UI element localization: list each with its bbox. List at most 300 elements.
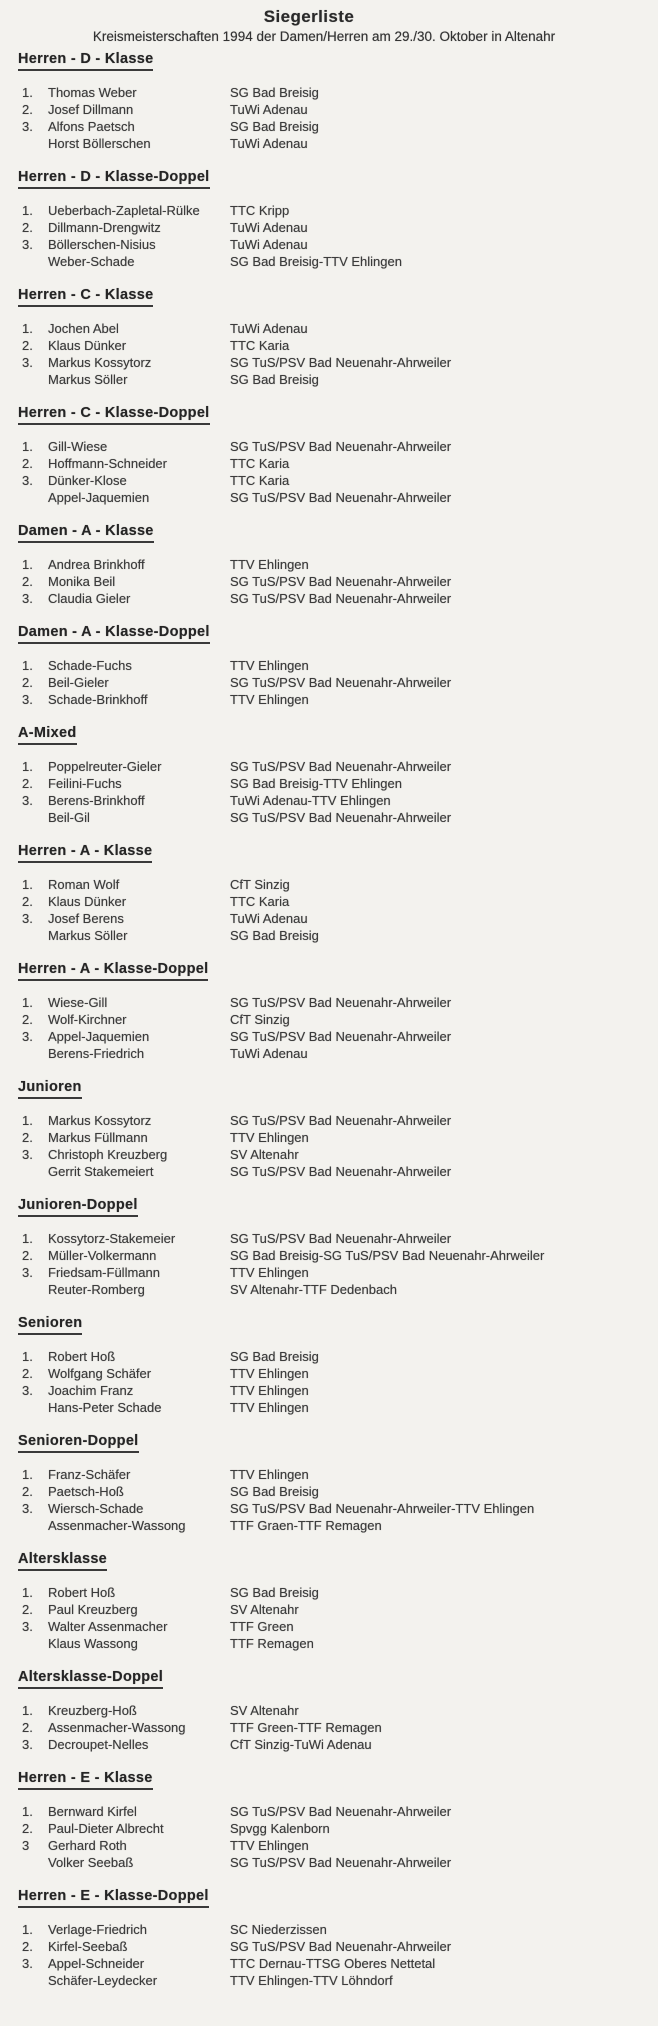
section-heading bbox=[18, 1551, 658, 1571]
rank-label: 2. bbox=[22, 1484, 33, 1499]
section-heading bbox=[18, 51, 658, 71]
club-name: SG TuS/PSV Bad Neuenahr-Ahrweiler bbox=[230, 1231, 452, 1246]
rank-label bbox=[22, 1281, 48, 1298]
section-heading-label: Herren - E - Klasse-Doppel bbox=[18, 1888, 209, 1908]
section-heading-label: Damen - A - Klasse-Doppel bbox=[18, 624, 210, 644]
club-name: TuWi Adenau bbox=[230, 1046, 308, 1061]
result-row bbox=[22, 590, 658, 607]
rank-label: 2. bbox=[22, 220, 33, 235]
result-row bbox=[22, 809, 658, 826]
result-row bbox=[22, 1399, 658, 1416]
result-row bbox=[22, 371, 658, 388]
result-row bbox=[22, 1483, 658, 1500]
result-section bbox=[0, 725, 658, 826]
result-row bbox=[22, 1500, 658, 1517]
player-name: Reuter-Romberg bbox=[48, 1282, 145, 1297]
rank-label bbox=[22, 1163, 48, 1180]
result-row bbox=[22, 1129, 658, 1146]
rank-label bbox=[22, 135, 48, 152]
player-name: Wolf-Kirchner bbox=[48, 1012, 127, 1027]
club-name: TuWi Adenau-TTV Ehlingen bbox=[230, 793, 391, 808]
rank-label: 3. bbox=[22, 911, 33, 926]
result-row bbox=[22, 1719, 658, 1736]
rank-label: 3. bbox=[22, 1383, 33, 1398]
player-name: Assenmacher-Wassong bbox=[48, 1720, 186, 1735]
club-name: SG Bad Breisig-SG TuS/PSV Bad Neuenahr-Ahrweiler bbox=[230, 1248, 545, 1263]
rank-label: 1. bbox=[22, 1113, 33, 1128]
rank-label: 1. bbox=[22, 1585, 33, 1600]
club-name: SG TuS/PSV Bad Neuenahr-Ahrweiler bbox=[230, 355, 452, 370]
club-name: SV Altenahr-TTF Dedenbach bbox=[230, 1282, 397, 1297]
rank-label: 3. bbox=[22, 692, 33, 707]
rank-label: 1. bbox=[22, 1467, 33, 1482]
section-entries bbox=[0, 994, 658, 1062]
player-name: Dünker-Klose bbox=[48, 473, 127, 488]
player-name: Markus Söller bbox=[48, 928, 128, 943]
result-row bbox=[22, 1281, 658, 1298]
result-row bbox=[22, 1955, 658, 1972]
section-heading-label: Senioren-Doppel bbox=[18, 1433, 139, 1453]
player-name: Walter Assenmacher bbox=[48, 1619, 168, 1634]
section-heading bbox=[18, 1669, 658, 1689]
club-name: TTV Ehlingen bbox=[230, 692, 309, 707]
player-name: Christoph Kreuzberg bbox=[48, 1147, 168, 1162]
player-name: Klaus Dünker bbox=[48, 338, 127, 353]
section-entries bbox=[0, 556, 658, 607]
rank-label: 2. bbox=[22, 102, 33, 117]
section-entries bbox=[0, 1230, 658, 1298]
result-section bbox=[0, 169, 658, 270]
section-entries bbox=[0, 202, 658, 270]
section-entries bbox=[0, 1112, 658, 1180]
club-name: SG TuS/PSV Bad Neuenahr-Ahrweiler bbox=[230, 1029, 452, 1044]
result-section bbox=[0, 624, 658, 708]
result-row bbox=[22, 337, 658, 354]
section-heading-label: Junioren-Doppel bbox=[18, 1197, 138, 1217]
result-section bbox=[0, 523, 658, 607]
result-section bbox=[0, 1315, 658, 1416]
player-name: Gerrit Stakemeiert bbox=[48, 1164, 154, 1179]
club-name: TTV Ehlingen bbox=[230, 1130, 309, 1145]
result-row bbox=[22, 1011, 658, 1028]
player-name: Wolfgang Schäfer bbox=[48, 1366, 152, 1381]
rank-label: 2. bbox=[22, 894, 33, 909]
section-heading bbox=[18, 843, 658, 863]
result-row bbox=[22, 455, 658, 472]
club-name: SV Altenahr bbox=[230, 1703, 299, 1718]
club-name: TuWi Adenau bbox=[230, 237, 308, 252]
result-row bbox=[22, 1264, 658, 1281]
player-name: Gerhard Roth bbox=[48, 1838, 127, 1853]
result-row bbox=[22, 1382, 658, 1399]
player-name: Schade-Brinkhoff bbox=[48, 692, 148, 707]
result-row bbox=[22, 1466, 658, 1483]
player-name: Monika Beil bbox=[48, 574, 116, 589]
rank-label: 1. bbox=[22, 321, 33, 336]
result-row bbox=[22, 1618, 658, 1635]
section-heading-label: Herren - A - Klasse bbox=[18, 843, 152, 863]
rank-label: 2. bbox=[22, 1012, 33, 1027]
result-row bbox=[22, 236, 658, 253]
result-section bbox=[0, 1433, 658, 1534]
club-name: SG Bad Breisig-TTV Ehlingen bbox=[230, 254, 402, 269]
player-name: Volker Seebaß bbox=[48, 1855, 134, 1870]
club-name: TTV Ehlingen bbox=[230, 658, 309, 673]
rank-label bbox=[22, 1517, 48, 1534]
club-name: SG TuS/PSV Bad Neuenahr-Ahrweiler bbox=[230, 759, 452, 774]
player-name: Andrea Brinkhoff bbox=[48, 557, 145, 572]
club-name: TuWi Adenau bbox=[230, 220, 308, 235]
player-name: Böllerschen-Nisius bbox=[48, 237, 156, 252]
player-name: Joachim Franz bbox=[48, 1383, 134, 1398]
club-name: CfT Sinzig bbox=[230, 877, 290, 892]
result-row bbox=[22, 1365, 658, 1382]
rank-label: 1. bbox=[22, 439, 33, 454]
result-section bbox=[0, 1669, 658, 1753]
section-entries bbox=[0, 1584, 658, 1652]
rank-label: 3. bbox=[22, 1737, 33, 1752]
result-row bbox=[22, 556, 658, 573]
result-row bbox=[22, 994, 658, 1011]
player-name: Markus Kossytorz bbox=[48, 1113, 152, 1128]
player-name: Poppelreuter-Gieler bbox=[48, 759, 162, 774]
rank-label: 3. bbox=[22, 1956, 33, 1971]
result-row bbox=[22, 1938, 658, 1955]
section-heading-label: Altersklasse bbox=[18, 1551, 107, 1571]
player-name: Decroupet-Nelles bbox=[48, 1737, 149, 1752]
result-row bbox=[22, 1163, 658, 1180]
result-section bbox=[0, 51, 658, 152]
player-name: Müller-Volkermann bbox=[48, 1248, 157, 1263]
rank-label bbox=[22, 1399, 48, 1416]
rank-label: 3 bbox=[22, 1838, 30, 1853]
result-row bbox=[22, 691, 658, 708]
rank-label: 2. bbox=[22, 776, 33, 791]
result-row bbox=[22, 1517, 658, 1534]
rank-label bbox=[22, 927, 48, 944]
section-heading-label: Herren - A - Klasse-Doppel bbox=[18, 961, 208, 981]
result-row bbox=[22, 1854, 658, 1871]
player-name: Appel-Jaquemien bbox=[48, 490, 150, 505]
club-name: SG Bad Breisig bbox=[230, 1349, 319, 1364]
club-name: TTV Ehlingen bbox=[230, 1383, 309, 1398]
result-row bbox=[22, 354, 658, 371]
club-name: CfT Sinzig-TuWi Adenau bbox=[230, 1737, 372, 1752]
player-name: Markus Kossytorz bbox=[48, 355, 152, 370]
player-name: Verlage-Friedrich bbox=[48, 1922, 147, 1937]
player-name: Hans-Peter Schade bbox=[48, 1400, 162, 1415]
section-heading bbox=[18, 1433, 658, 1453]
club-name: SV Altenahr bbox=[230, 1147, 299, 1162]
result-row bbox=[22, 1146, 658, 1163]
result-row bbox=[22, 1837, 658, 1854]
result-row bbox=[22, 489, 658, 506]
player-name: Paul-Dieter Albrecht bbox=[48, 1821, 164, 1836]
player-name: Beil-Gieler bbox=[48, 675, 109, 690]
player-name: Kreuzberg-Hoß bbox=[48, 1703, 137, 1718]
club-name: SG Bad Breisig bbox=[230, 1585, 319, 1600]
club-name: TTC Karia bbox=[230, 473, 290, 488]
club-name: TTV Ehlingen bbox=[230, 1467, 309, 1482]
rank-label: 2. bbox=[22, 456, 33, 471]
result-row bbox=[22, 1601, 658, 1618]
rank-label: 3. bbox=[22, 1501, 33, 1516]
player-name: Markus Söller bbox=[48, 372, 128, 387]
player-name: Josef Berens bbox=[48, 911, 124, 926]
rank-label: 1. bbox=[22, 1231, 33, 1246]
result-row bbox=[22, 657, 658, 674]
result-section bbox=[0, 843, 658, 944]
section-entries bbox=[0, 320, 658, 388]
result-row bbox=[22, 792, 658, 809]
section-heading-label: Damen - A - Klasse bbox=[18, 523, 154, 543]
section-entries bbox=[0, 84, 658, 152]
result-row bbox=[22, 1702, 658, 1719]
result-row bbox=[22, 202, 658, 219]
club-name: TTC Dernau-TTSG Oberes Nettetal bbox=[230, 1956, 436, 1971]
section-heading-label: Herren - E - Klasse bbox=[18, 1770, 153, 1790]
player-name: Feilini-Fuchs bbox=[48, 776, 122, 791]
player-name: Gill-Wiese bbox=[48, 439, 108, 454]
rank-label: 1. bbox=[22, 1804, 33, 1819]
club-name: TTV Ehlingen-TTV Löhndorf bbox=[230, 1973, 393, 1988]
club-name: TuWi Adenau bbox=[230, 911, 308, 926]
rank-label: 3. bbox=[22, 119, 33, 134]
club-name: SG TuS/PSV Bad Neuenahr-Ahrweiler bbox=[230, 1804, 452, 1819]
result-row bbox=[22, 1028, 658, 1045]
result-row bbox=[22, 927, 658, 944]
result-row bbox=[22, 219, 658, 236]
rank-label: 3. bbox=[22, 473, 33, 488]
rank-label: 1. bbox=[22, 1349, 33, 1364]
player-name: Claudia Gieler bbox=[48, 591, 131, 606]
club-name: SG Bad Breisig bbox=[230, 928, 319, 943]
club-name: SG TuS/PSV Bad Neuenahr-Ahrweiler-TTV Ehlingen bbox=[230, 1501, 535, 1516]
result-row bbox=[22, 758, 658, 775]
result-row bbox=[22, 1820, 658, 1837]
result-row bbox=[22, 84, 658, 101]
rank-label: 3. bbox=[22, 1265, 33, 1280]
club-name: TTV Ehlingen bbox=[230, 1400, 309, 1415]
club-name: TuWi Adenau bbox=[230, 136, 308, 151]
rank-label: 2. bbox=[22, 675, 33, 690]
rank-label: 1. bbox=[22, 1922, 33, 1937]
player-name: Kossytorz-Stakemeier bbox=[48, 1231, 176, 1246]
result-row bbox=[22, 320, 658, 337]
result-row bbox=[22, 118, 658, 135]
player-name: Klaus Wassong bbox=[48, 1636, 138, 1651]
player-name: Josef Dillmann bbox=[48, 102, 134, 117]
player-name: Wiersch-Schade bbox=[48, 1501, 144, 1516]
result-row bbox=[22, 472, 658, 489]
result-row bbox=[22, 1045, 658, 1062]
player-name: Assenmacher-Wassong bbox=[48, 1518, 186, 1533]
club-name: Spvgg Kalenborn bbox=[230, 1821, 330, 1836]
player-name: Jochen Abel bbox=[48, 321, 119, 336]
club-name: TTF Green bbox=[230, 1619, 294, 1634]
club-name: TTF Remagen bbox=[230, 1636, 314, 1651]
club-name: SG Bad Breisig bbox=[230, 372, 319, 387]
player-name: Schade-Fuchs bbox=[48, 658, 132, 673]
player-name: Beil-Gil bbox=[48, 810, 90, 825]
result-row bbox=[22, 438, 658, 455]
section-heading-label: Herren - C - Klasse-Doppel bbox=[18, 405, 210, 425]
rank-label: 3. bbox=[22, 1147, 33, 1162]
result-row bbox=[22, 1972, 658, 1989]
player-name: Ueberbach-Zapletal-Rülke bbox=[48, 203, 200, 218]
club-name: TTF Green-TTF Remagen bbox=[230, 1720, 382, 1735]
result-row bbox=[22, 876, 658, 893]
rank-label: 3. bbox=[22, 591, 33, 606]
section-entries bbox=[0, 438, 658, 506]
section-entries bbox=[0, 1466, 658, 1534]
rank-label: 3. bbox=[22, 1619, 33, 1634]
club-name: SG TuS/PSV Bad Neuenahr-Ahrweiler bbox=[230, 995, 452, 1010]
rank-label: 3. bbox=[22, 237, 33, 252]
result-row bbox=[22, 1112, 658, 1129]
club-name: SG TuS/PSV Bad Neuenahr-Ahrweiler bbox=[230, 490, 452, 505]
result-row bbox=[22, 573, 658, 590]
club-name: TTV Ehlingen bbox=[230, 557, 309, 572]
result-row bbox=[22, 1247, 658, 1264]
club-name: CfT Sinzig bbox=[230, 1012, 290, 1027]
club-name: SG TuS/PSV Bad Neuenahr-Ahrweiler bbox=[230, 574, 452, 589]
section-heading bbox=[18, 523, 658, 543]
section-heading bbox=[18, 287, 658, 307]
rank-label bbox=[22, 253, 48, 270]
result-section bbox=[0, 1197, 658, 1298]
section-heading bbox=[18, 405, 658, 425]
club-name: TuWi Adenau bbox=[230, 102, 308, 117]
result-row bbox=[22, 893, 658, 910]
player-name: Alfons Paetsch bbox=[48, 119, 135, 134]
section-entries bbox=[0, 1921, 658, 1989]
rank-label bbox=[22, 809, 48, 826]
rank-label: 2. bbox=[22, 574, 33, 589]
player-name: Horst Böllerschen bbox=[48, 136, 151, 151]
club-name: SG TuS/PSV Bad Neuenahr-Ahrweiler bbox=[230, 1855, 452, 1870]
player-name: Friedsam-Füllmann bbox=[48, 1265, 160, 1280]
result-row bbox=[22, 1803, 658, 1820]
rank-label: 3. bbox=[22, 793, 33, 808]
player-name: Markus Füllmann bbox=[48, 1130, 148, 1145]
rank-label: 1. bbox=[22, 1703, 33, 1718]
section-heading bbox=[18, 961, 658, 981]
section-heading-label: Altersklasse-Doppel bbox=[18, 1669, 163, 1689]
club-name: TTV Ehlingen bbox=[230, 1265, 309, 1280]
rank-label: 1. bbox=[22, 557, 33, 572]
section-heading bbox=[18, 1888, 658, 1908]
result-row bbox=[22, 910, 658, 927]
section-entries bbox=[0, 1803, 658, 1871]
club-name: TTC Karia bbox=[230, 894, 290, 909]
player-name: Wiese-Gill bbox=[48, 995, 108, 1010]
rank-label: 2. bbox=[22, 1602, 33, 1617]
rank-label: 1. bbox=[22, 759, 33, 774]
player-name: Robert Hoß bbox=[48, 1585, 116, 1600]
result-row bbox=[22, 101, 658, 118]
result-section bbox=[0, 405, 658, 506]
player-name: Bernward Kirfel bbox=[48, 1804, 137, 1819]
rank-label bbox=[22, 1854, 48, 1871]
player-name: Thomas Weber bbox=[48, 85, 137, 100]
result-row bbox=[22, 1584, 658, 1601]
player-name: Berens-Friedrich bbox=[48, 1046, 145, 1061]
section-heading-label: Senioren bbox=[18, 1315, 82, 1335]
section-entries bbox=[0, 657, 658, 708]
player-name: Klaus Dünker bbox=[48, 894, 127, 909]
player-name: Paul Kreuzberg bbox=[48, 1602, 138, 1617]
rank-label: 1. bbox=[22, 658, 33, 673]
section-heading bbox=[18, 1197, 658, 1217]
club-name: SG TuS/PSV Bad Neuenahr-Ahrweiler bbox=[230, 1113, 452, 1128]
result-row bbox=[22, 1736, 658, 1753]
club-name: TTC Karia bbox=[230, 456, 290, 471]
section-heading bbox=[18, 1079, 658, 1099]
player-name: Franz-Schäfer bbox=[48, 1467, 131, 1482]
result-section bbox=[0, 1888, 658, 1989]
player-name: Appel-Jaquemien bbox=[48, 1029, 150, 1044]
rank-label: 1. bbox=[22, 995, 33, 1010]
result-row bbox=[22, 1921, 658, 1938]
rank-label: 1. bbox=[22, 877, 33, 892]
rank-label: 2. bbox=[22, 1939, 33, 1954]
club-name: SC Niederzissen bbox=[230, 1922, 327, 1937]
result-row bbox=[22, 135, 658, 152]
player-name: Hoffmann-Schneider bbox=[48, 456, 167, 471]
rank-label: 2. bbox=[22, 338, 33, 353]
club-name: SG Bad Breisig bbox=[230, 85, 319, 100]
section-entries bbox=[0, 1702, 658, 1753]
rank-label: 1. bbox=[22, 203, 33, 218]
rank-label: 3. bbox=[22, 355, 33, 370]
section-heading-label: Junioren bbox=[18, 1079, 82, 1099]
section-heading bbox=[18, 725, 658, 745]
result-row bbox=[22, 674, 658, 691]
club-name: TTF Graen-TTF Remagen bbox=[230, 1518, 382, 1533]
rank-label: 2. bbox=[22, 1720, 33, 1735]
club-name: SG TuS/PSV Bad Neuenahr-Ahrweiler bbox=[230, 675, 452, 690]
page-subtitle: Kreismeisterschaften 1994 der Damen/Herren am 29./30. Oktober in Altenahr bbox=[92, 29, 556, 44]
rank-label bbox=[22, 1972, 48, 1989]
section-heading-label: Herren - C - Klasse bbox=[18, 287, 153, 307]
section-heading bbox=[18, 1770, 658, 1790]
club-name: TTC Kripp bbox=[230, 203, 290, 218]
section-heading bbox=[18, 169, 658, 189]
rank-label: 2. bbox=[22, 1130, 33, 1145]
result-row bbox=[22, 775, 658, 792]
section-heading bbox=[18, 1315, 658, 1335]
club-name: SV Altenahr bbox=[230, 1602, 299, 1617]
club-name: SG TuS/PSV Bad Neuenahr-Ahrweiler bbox=[230, 1939, 452, 1954]
club-name: TTV Ehlingen bbox=[230, 1366, 309, 1381]
rank-label: 3. bbox=[22, 1029, 33, 1044]
result-section bbox=[0, 1079, 658, 1180]
section-entries bbox=[0, 758, 658, 826]
result-row bbox=[22, 253, 658, 270]
section-heading-label: Herren - D - Klasse-Doppel bbox=[18, 169, 210, 189]
rank-label: 2. bbox=[22, 1248, 33, 1263]
rank-label bbox=[22, 1635, 48, 1652]
player-name: Robert Hoß bbox=[48, 1349, 116, 1364]
rank-label: 1. bbox=[22, 85, 33, 100]
section-entries bbox=[0, 1348, 658, 1416]
player-name: Appel-Schneider bbox=[48, 1956, 145, 1971]
result-section bbox=[0, 961, 658, 1062]
club-name: TuWi Adenau bbox=[230, 321, 308, 336]
result-section bbox=[0, 1770, 658, 1871]
result-section bbox=[0, 287, 658, 388]
